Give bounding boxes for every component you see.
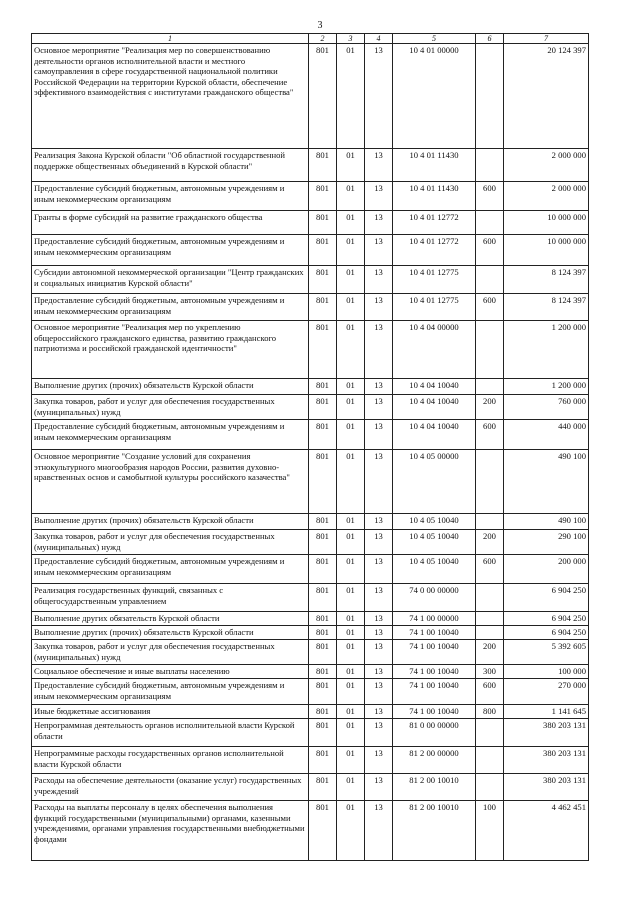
row-grbs: 801 bbox=[309, 774, 337, 801]
table-row bbox=[32, 705, 589, 719]
row-subsection: 13 bbox=[365, 626, 393, 640]
column-header-5: 5 bbox=[393, 34, 476, 44]
row-expense-type: 600 bbox=[476, 679, 504, 705]
row-expense-type bbox=[476, 44, 504, 149]
row-grbs: 801 bbox=[309, 555, 337, 584]
row-amount: 380 203 131 bbox=[504, 719, 589, 747]
row-amount: 8 124 397 bbox=[504, 266, 589, 294]
table-row bbox=[32, 395, 589, 420]
row-amount: 440 000 bbox=[504, 420, 589, 450]
row-amount: 2 000 000 bbox=[504, 182, 589, 211]
column-number-row bbox=[32, 34, 589, 44]
table-row bbox=[32, 420, 589, 450]
table-row bbox=[32, 294, 589, 321]
row-grbs: 801 bbox=[309, 612, 337, 626]
row-expense-type: 600 bbox=[476, 555, 504, 584]
row-name: Выполнение других обязательств Курской области bbox=[32, 612, 309, 626]
table-row bbox=[32, 514, 589, 530]
row-amount: 1 200 000 bbox=[504, 379, 589, 395]
row-target-article: 10 4 01 12772 bbox=[393, 235, 476, 266]
row-subsection: 13 bbox=[365, 719, 393, 747]
row-target-article: 10 4 04 00000 bbox=[393, 321, 476, 379]
row-grbs: 801 bbox=[309, 266, 337, 294]
row-expense-type bbox=[476, 321, 504, 379]
row-target-article: 10 4 01 11430 bbox=[393, 182, 476, 211]
row-subsection: 13 bbox=[365, 640, 393, 665]
row-name: Реализация Закона Курской области "Об областной государственной поддержке общественных объединений в Курской области" bbox=[32, 149, 309, 182]
row-expense-type bbox=[476, 379, 504, 395]
row-target-article: 10 4 01 12775 bbox=[393, 294, 476, 321]
table-row bbox=[32, 747, 589, 774]
row-grbs: 801 bbox=[309, 584, 337, 612]
row-target-article: 10 4 04 10040 bbox=[393, 379, 476, 395]
row-expense-type bbox=[476, 774, 504, 801]
row-subsection: 13 bbox=[365, 266, 393, 294]
table-row bbox=[32, 321, 589, 379]
row-subsection: 13 bbox=[365, 705, 393, 719]
row-section: 01 bbox=[337, 801, 365, 861]
row-name: Иные бюджетные ассигнования bbox=[32, 705, 309, 719]
table-row bbox=[32, 44, 589, 149]
row-subsection: 13 bbox=[365, 182, 393, 211]
row-amount: 20 124 397 bbox=[504, 44, 589, 149]
row-section: 01 bbox=[337, 626, 365, 640]
row-grbs: 801 bbox=[309, 321, 337, 379]
row-expense-type bbox=[476, 514, 504, 530]
row-name: Предоставление субсидий бюджетным, автономным учреждениям и иным некоммерческим организациям bbox=[32, 555, 309, 584]
row-section: 01 bbox=[337, 774, 365, 801]
row-grbs: 801 bbox=[309, 514, 337, 530]
row-expense-type bbox=[476, 584, 504, 612]
table-row bbox=[32, 555, 589, 584]
row-name: Предоставление субсидий бюджетным, автономным учреждениям и иным некоммерческим организациям bbox=[32, 182, 309, 211]
row-name: Закупка товаров, работ и услуг для обеспечения государственных (муниципальных) нужд bbox=[32, 395, 309, 420]
row-section: 01 bbox=[337, 719, 365, 747]
row-target-article: 10 4 01 12772 bbox=[393, 211, 476, 235]
row-section: 01 bbox=[337, 149, 365, 182]
table-row bbox=[32, 679, 589, 705]
row-name: Выполнение других (прочих) обязательств Курской области bbox=[32, 514, 309, 530]
row-name: Выполнение других (прочих) обязательств Курской области bbox=[32, 626, 309, 640]
row-amount: 270 000 bbox=[504, 679, 589, 705]
row-grbs: 801 bbox=[309, 211, 337, 235]
row-expense-type: 600 bbox=[476, 235, 504, 266]
row-subsection: 13 bbox=[365, 294, 393, 321]
row-name: Непрограммная деятельность органов исполнительной власти Курской области bbox=[32, 719, 309, 747]
row-subsection: 13 bbox=[365, 211, 393, 235]
row-amount: 10 000 000 bbox=[504, 235, 589, 266]
row-expense-type: 800 bbox=[476, 705, 504, 719]
row-name: Закупка товаров, работ и услуг для обеспечения государственных (муниципальных) нужд bbox=[32, 640, 309, 665]
row-target-article: 81 2 00 10010 bbox=[393, 801, 476, 861]
row-target-article: 74 1 00 10040 bbox=[393, 665, 476, 679]
row-section: 01 bbox=[337, 584, 365, 612]
row-amount: 6 904 250 bbox=[504, 626, 589, 640]
row-section: 01 bbox=[337, 747, 365, 774]
row-subsection: 13 bbox=[365, 321, 393, 379]
row-amount: 100 000 bbox=[504, 665, 589, 679]
row-section: 01 bbox=[337, 235, 365, 266]
table-row bbox=[32, 665, 589, 679]
row-grbs: 801 bbox=[309, 420, 337, 450]
column-header-7: 7 bbox=[504, 34, 589, 44]
row-section: 01 bbox=[337, 211, 365, 235]
row-amount: 760 000 bbox=[504, 395, 589, 420]
row-amount: 2 000 000 bbox=[504, 149, 589, 182]
row-amount: 380 203 131 bbox=[504, 774, 589, 801]
row-section: 01 bbox=[337, 182, 365, 211]
row-grbs: 801 bbox=[309, 182, 337, 211]
column-header-2: 2 bbox=[309, 34, 337, 44]
row-grbs: 801 bbox=[309, 640, 337, 665]
row-subsection: 13 bbox=[365, 450, 393, 514]
row-target-article: 74 0 00 00000 bbox=[393, 584, 476, 612]
row-grbs: 801 bbox=[309, 294, 337, 321]
row-grbs: 801 bbox=[309, 395, 337, 420]
row-name: Основное мероприятие "Реализация мер по укреплению общероссийского гражданского единства, развитию гражданского патриотизма и российской гражданской идентичности" bbox=[32, 321, 309, 379]
row-grbs: 801 bbox=[309, 149, 337, 182]
row-section: 01 bbox=[337, 379, 365, 395]
table-row bbox=[32, 584, 589, 612]
row-grbs: 801 bbox=[309, 705, 337, 719]
row-amount: 290 100 bbox=[504, 530, 589, 555]
row-amount: 10 000 000 bbox=[504, 211, 589, 235]
table-row bbox=[32, 450, 589, 514]
row-amount: 6 904 250 bbox=[504, 612, 589, 626]
row-target-article: 74 1 00 10040 bbox=[393, 705, 476, 719]
row-subsection: 13 bbox=[365, 235, 393, 266]
row-section: 01 bbox=[337, 395, 365, 420]
row-expense-type: 200 bbox=[476, 530, 504, 555]
row-section: 01 bbox=[337, 450, 365, 514]
row-name: Расходы на выплаты персоналу в целях обеспечения выполнения функций государственными (муниципальными) органами, казенными учреждениями, органами управления государственными внебюджетными фондами bbox=[32, 801, 309, 861]
table-row bbox=[32, 640, 589, 665]
row-subsection: 13 bbox=[365, 774, 393, 801]
row-grbs: 801 bbox=[309, 530, 337, 555]
row-subsection: 13 bbox=[365, 149, 393, 182]
row-grbs: 801 bbox=[309, 719, 337, 747]
row-section: 01 bbox=[337, 321, 365, 379]
table-row bbox=[32, 266, 589, 294]
row-target-article: 10 4 01 11430 bbox=[393, 149, 476, 182]
row-subsection: 13 bbox=[365, 514, 393, 530]
row-name: Реализация государственных функций, связанных с общегосударственным управлением bbox=[32, 584, 309, 612]
row-expense-type bbox=[476, 719, 504, 747]
table-row bbox=[32, 612, 589, 626]
row-target-article: 10 4 01 00000 bbox=[393, 44, 476, 149]
row-expense-type: 100 bbox=[476, 801, 504, 861]
table-row bbox=[32, 801, 589, 861]
row-target-article: 74 1 00 10040 bbox=[393, 679, 476, 705]
row-section: 01 bbox=[337, 514, 365, 530]
row-section: 01 bbox=[337, 640, 365, 665]
row-amount: 4 462 451 bbox=[504, 801, 589, 861]
row-subsection: 13 bbox=[365, 665, 393, 679]
column-header-4: 4 bbox=[365, 34, 393, 44]
row-grbs: 801 bbox=[309, 665, 337, 679]
row-name: Выполнение других (прочих) обязательств Курской области bbox=[32, 379, 309, 395]
row-target-article: 10 4 04 10040 bbox=[393, 420, 476, 450]
row-name: Непрограммные расходы государственных органов исполнительной власти Курской области bbox=[32, 747, 309, 774]
row-section: 01 bbox=[337, 612, 365, 626]
row-amount: 1 200 000 bbox=[504, 321, 589, 379]
row-amount: 6 904 250 bbox=[504, 584, 589, 612]
row-target-article: 10 4 05 10040 bbox=[393, 530, 476, 555]
row-grbs: 801 bbox=[309, 379, 337, 395]
table-row bbox=[32, 149, 589, 182]
row-expense-type bbox=[476, 149, 504, 182]
row-grbs: 801 bbox=[309, 626, 337, 640]
column-header-6: 6 bbox=[476, 34, 504, 44]
row-section: 01 bbox=[337, 665, 365, 679]
row-expense-type: 600 bbox=[476, 294, 504, 321]
column-header-1: 1 bbox=[32, 34, 309, 44]
table-row bbox=[32, 379, 589, 395]
row-grbs: 801 bbox=[309, 44, 337, 149]
row-section: 01 bbox=[337, 294, 365, 321]
row-section: 01 bbox=[337, 266, 365, 294]
row-subsection: 13 bbox=[365, 555, 393, 584]
row-name: Субсидии автономной некоммерческой организации "Центр гражданских и социальных инициатив Курской области" bbox=[32, 266, 309, 294]
row-name: Предоставление субсидий бюджетным, автономным учреждениям и иным некоммерческим организациям bbox=[32, 294, 309, 321]
row-expense-type bbox=[476, 612, 504, 626]
row-section: 01 bbox=[337, 555, 365, 584]
row-amount: 200 000 bbox=[504, 555, 589, 584]
row-target-article: 74 1 00 10040 bbox=[393, 640, 476, 665]
row-subsection: 13 bbox=[365, 747, 393, 774]
row-name: Основное мероприятие "Реализация мер по совершенствованию деятельности органов исполнительной власти и местного самоуправления в сфере государственной национальной политики Российской Федерации на территории Курской области, обеспечение эффективного взаимодействия с институтами гражданского общества" bbox=[32, 44, 309, 149]
row-grbs: 801 bbox=[309, 679, 337, 705]
row-target-article: 81 0 00 00000 bbox=[393, 719, 476, 747]
row-subsection: 13 bbox=[365, 801, 393, 861]
row-section: 01 bbox=[337, 679, 365, 705]
row-expense-type: 600 bbox=[476, 420, 504, 450]
row-amount: 8 124 397 bbox=[504, 294, 589, 321]
row-subsection: 13 bbox=[365, 395, 393, 420]
row-target-article: 10 4 05 10040 bbox=[393, 514, 476, 530]
row-expense-type: 200 bbox=[476, 395, 504, 420]
row-target-article: 81 2 00 00000 bbox=[393, 747, 476, 774]
row-expense-type bbox=[476, 747, 504, 774]
row-subsection: 13 bbox=[365, 379, 393, 395]
row-name: Закупка товаров, работ и услуг для обеспечения государственных (муниципальных) нужд bbox=[32, 530, 309, 555]
table-row bbox=[32, 211, 589, 235]
row-subsection: 13 bbox=[365, 584, 393, 612]
row-section: 01 bbox=[337, 530, 365, 555]
row-section: 01 bbox=[337, 420, 365, 450]
row-grbs: 801 bbox=[309, 747, 337, 774]
row-grbs: 801 bbox=[309, 450, 337, 514]
row-grbs: 801 bbox=[309, 235, 337, 266]
row-subsection: 13 bbox=[365, 44, 393, 149]
row-name: Предоставление субсидий бюджетным, автономным учреждениям и иным некоммерческим организациям bbox=[32, 420, 309, 450]
row-section: 01 bbox=[337, 44, 365, 149]
row-target-article: 10 4 05 10040 bbox=[393, 555, 476, 584]
row-expense-type bbox=[476, 266, 504, 294]
row-expense-type bbox=[476, 450, 504, 514]
row-name: Гранты в форме субсидий на развитие гражданского общества bbox=[32, 211, 309, 235]
row-target-article: 81 2 00 10010 bbox=[393, 774, 476, 801]
column-header-3: 3 bbox=[337, 34, 365, 44]
row-target-article: 74 1 00 10040 bbox=[393, 626, 476, 640]
row-name: Предоставление субсидий бюджетным, автономным учреждениям и иным некоммерческим организациям bbox=[32, 679, 309, 705]
row-name: Предоставление субсидий бюджетным, автономным учреждениям и иным некоммерческим организациям bbox=[32, 235, 309, 266]
row-amount: 490 100 bbox=[504, 450, 589, 514]
table-row bbox=[32, 719, 589, 747]
row-subsection: 13 bbox=[365, 679, 393, 705]
table-row bbox=[32, 626, 589, 640]
table-row bbox=[32, 530, 589, 555]
row-expense-type: 600 bbox=[476, 182, 504, 211]
row-expense-type bbox=[476, 211, 504, 235]
row-subsection: 13 bbox=[365, 530, 393, 555]
row-amount: 5 392 605 bbox=[504, 640, 589, 665]
row-expense-type bbox=[476, 626, 504, 640]
page-number: 3 bbox=[317, 20, 323, 31]
row-section: 01 bbox=[337, 705, 365, 719]
row-subsection: 13 bbox=[365, 612, 393, 626]
row-target-article: 74 1 00 00000 bbox=[393, 612, 476, 626]
row-grbs: 801 bbox=[309, 801, 337, 861]
row-subsection: 13 bbox=[365, 420, 393, 450]
row-target-article: 10 4 04 10040 bbox=[393, 395, 476, 420]
table-row bbox=[32, 774, 589, 801]
row-name: Расходы на обеспечение деятельности (оказание услуг) государственных учреждений bbox=[32, 774, 309, 801]
table-row bbox=[32, 235, 589, 266]
row-amount: 490 100 bbox=[504, 514, 589, 530]
row-amount: 380 203 131 bbox=[504, 747, 589, 774]
table-row bbox=[32, 182, 589, 211]
row-target-article: 10 4 05 00000 bbox=[393, 450, 476, 514]
budget-table bbox=[31, 33, 589, 861]
row-target-article: 10 4 01 12775 bbox=[393, 266, 476, 294]
row-expense-type: 200 bbox=[476, 640, 504, 665]
row-name: Социальное обеспечение и иные выплаты населению bbox=[32, 665, 309, 679]
row-expense-type: 300 bbox=[476, 665, 504, 679]
row-amount: 1 141 645 bbox=[504, 705, 589, 719]
row-name: Основное мероприятие "Создание условий для сохранения этнокультурного многообразия народов России, развития духовно-нравственных основ и самобытной культуры российского казачества" bbox=[32, 450, 309, 514]
